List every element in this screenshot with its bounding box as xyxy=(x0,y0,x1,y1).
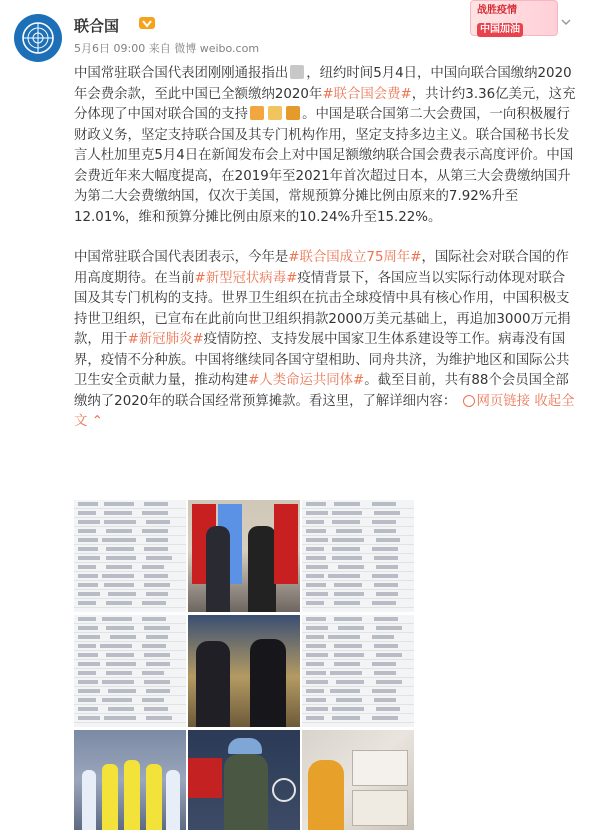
user-name[interactable]: 联合国 xyxy=(74,17,120,35)
flag-china xyxy=(274,504,298,584)
post-source[interactable]: 微博 weibo.com xyxy=(174,42,260,55)
chevron-down-icon[interactable] xyxy=(560,16,572,28)
heart-hands-icon xyxy=(250,106,264,120)
image-table-2[interactable] xyxy=(302,500,414,612)
badge-line2: 中国加油 xyxy=(477,23,523,37)
supply-box xyxy=(352,790,408,826)
post-date[interactable]: 5月6日 09:00 xyxy=(74,42,146,55)
vip-badge-icon xyxy=(138,15,156,31)
photo-peacekeeper[interactable] xyxy=(188,730,300,830)
topic-link[interactable]: #人类命运共同体# xyxy=(248,373,365,388)
person xyxy=(102,764,118,830)
photo-medical-team[interactable] xyxy=(74,730,186,830)
photo-supplies[interactable] xyxy=(302,730,414,830)
paragraph-1: 中国常驻联合国代表团刚刚通报指出 ，纽约时间5月4日，中国向联合国缴纳2020年会费余款，至此中国已全额缴纳2020年#联合国会费#，共计约3.36亿美元，这充分体现了中国对联合国的支持 。中国是联合国第二大会费国，一向积极履行财政义务，坚定支持联合国及其专门机构作用，坚定支持多边主义。联合国秘书长发言人杜加里克5月4日在新闻发布会上对中国足额缴纳联合国会费表示高度评价。中国会费近年来大幅度提高，在2019年至2021年首次超过日本，从第三大会费缴纳国升为第二大会费缴纳国，仅次于美国，常规预算分摊比例由原来的7.92%升至12.01%，维和预算分摊比例由原来的10.24%升至15.22%。 xyxy=(74,66,576,225)
award-icon xyxy=(286,106,300,120)
person xyxy=(124,760,140,830)
post-text xyxy=(74,64,578,453)
web-link[interactable]: 网页链接 xyxy=(461,394,531,409)
un-emblem-icon xyxy=(18,18,58,58)
person-left xyxy=(206,526,230,612)
fist-bump-icon xyxy=(268,106,282,120)
campaign-badge[interactable] xyxy=(470,0,558,36)
collapse-link[interactable]: 收起全文 ⌃ xyxy=(74,393,575,429)
avatar[interactable] xyxy=(14,14,62,62)
supply-box xyxy=(352,750,408,786)
topic-link[interactable]: #联合国成立75周年# xyxy=(288,250,422,265)
person-left xyxy=(196,641,230,727)
person xyxy=(82,770,96,830)
un-emblem-icon xyxy=(272,778,296,802)
image-table-4[interactable] xyxy=(302,615,414,727)
person-right xyxy=(248,526,276,612)
source-prefix: 来自 xyxy=(148,42,171,55)
photo-handshake-un[interactable] xyxy=(188,500,300,612)
badge-line1: 战胜疫情 xyxy=(477,5,517,16)
person-right xyxy=(250,639,286,727)
flag-china xyxy=(188,758,222,798)
topic-link[interactable]: #新冠肺炎# xyxy=(127,332,204,347)
blue-helmet xyxy=(228,738,262,754)
person xyxy=(146,764,162,830)
worker xyxy=(308,760,344,830)
soldier xyxy=(224,754,268,830)
person xyxy=(166,770,180,830)
topic-link[interactable]: #新型冠状病毒# xyxy=(194,270,298,286)
document-icon xyxy=(290,65,304,79)
topic-link[interactable]: #联合国会费# xyxy=(322,86,412,102)
photo-handshake-who[interactable] xyxy=(188,615,300,727)
image-table-3[interactable] xyxy=(74,615,186,727)
paragraph-2: 中国常驻联合国代表团表示，今年是#联合国成立75周年#，国际社会对联合国的作用高度期待。在当前#新型冠状病毒#疫情背景下，各国应当以实际行动体现对联合国及其专门机构的支持。世界卫生组织在抗击全球疫情中具有核心作用，中国积极支持世卫组织，已宣布在此前向世卫组织捐款2000万美元基础上，再追加3000万元捐款，用于#新冠肺炎#疫情防控、支持发展中国家卫生体系建设等工作。病毒没有国界，疫情不分种族。中国将继续同各国守望相助、同舟共济，为维护地区和国际公共卫生安全贡献力量，推动构建#人类命运共同体#。截至目前，共有88个会员国全部缴纳了2020年的联合国经常预算摊款。看这里，了解详细内容： 网页链接 收起全文 ⌃ xyxy=(74,250,575,429)
link-icon xyxy=(463,395,475,407)
post-meta xyxy=(74,40,259,56)
image-table-1[interactable] xyxy=(74,500,186,612)
